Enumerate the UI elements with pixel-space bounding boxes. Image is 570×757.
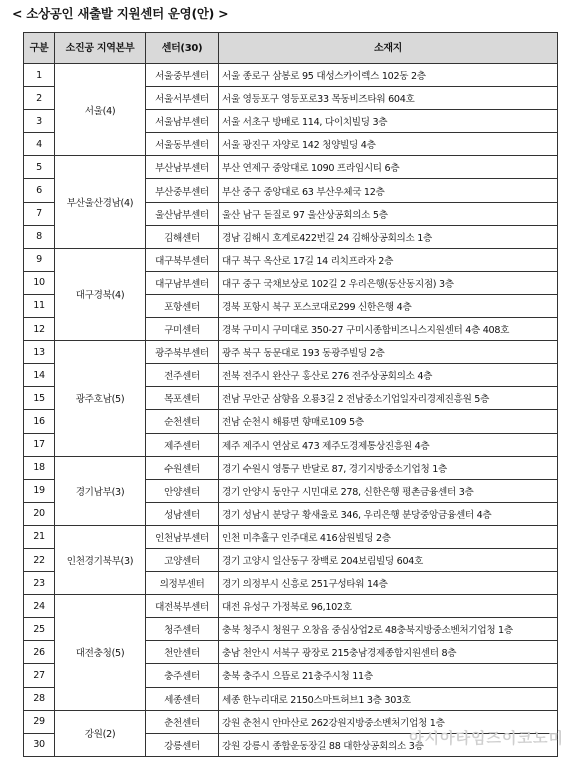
center-address: 서울 광진구 자양로 142 청양빌딩 4층 xyxy=(219,133,558,156)
center-name: 충주센터 xyxy=(146,664,219,687)
row-number: 7 xyxy=(24,202,55,225)
row-number: 26 xyxy=(24,641,55,664)
region-name: 강원(2) xyxy=(55,710,146,756)
center-name: 고양센터 xyxy=(146,548,219,571)
table-row xyxy=(24,64,558,87)
center-address: 대구 중구 국채보상로 102길 2 우리은행(동산동지점) 3층 xyxy=(219,271,558,294)
center-address: 경기 의정부시 신흥로 251구성타워 14층 xyxy=(219,572,558,595)
center-name: 제주센터 xyxy=(146,433,219,456)
center-name: 서울동부센터 xyxy=(146,133,219,156)
center-name: 대전북부센터 xyxy=(146,595,219,618)
center-name: 부산중부센터 xyxy=(146,179,219,202)
row-number: 18 xyxy=(24,456,55,479)
center-name: 서울중부센터 xyxy=(146,64,219,87)
row-number: 15 xyxy=(24,387,55,410)
row-number: 28 xyxy=(24,687,55,710)
center-address: 충남 천안시 서북구 광장로 215충남경제종합지원센터 8층 xyxy=(219,641,558,664)
center-address: 경북 포항시 북구 포스코대로299 신한은행 4층 xyxy=(219,294,558,317)
table-row xyxy=(24,595,558,618)
table-body xyxy=(24,64,558,757)
center-address: 경북 구미시 구미대로 350-27 구미시종합비즈니스지원센터 4층 408호 xyxy=(219,318,558,341)
center-address: 충북 충주시 으뜸로 21충주시청 11층 xyxy=(219,664,558,687)
table-row xyxy=(24,341,558,364)
page-title: < 소상공인 새출발 지원센터 운영(안) > xyxy=(12,6,229,21)
center-name: 대구북부센터 xyxy=(146,248,219,271)
table-header-row xyxy=(24,33,558,64)
center-name: 인천남부센터 xyxy=(146,525,219,548)
row-number: 24 xyxy=(24,595,55,618)
center-address: 서울 서초구 방배로 114, 다이치빌딩 3층 xyxy=(219,110,558,133)
center-address: 경기 수원시 영통구 반달로 87, 경기지방중소기업청 1층 xyxy=(219,456,558,479)
row-number: 21 xyxy=(24,525,55,548)
row-number: 5 xyxy=(24,156,55,179)
row-number: 20 xyxy=(24,502,55,525)
row-number: 14 xyxy=(24,364,55,387)
center-name: 구미센터 xyxy=(146,318,219,341)
center-name: 김해센터 xyxy=(146,225,219,248)
table-row xyxy=(24,156,558,179)
center-address: 전남 무안군 삼향읍 오룡3길 2 전남중소기업일자리경제진흥원 5층 xyxy=(219,387,558,410)
header-no: 구분 xyxy=(24,33,55,64)
center-name: 대구남부센터 xyxy=(146,271,219,294)
region-name: 부산울산경남(4) xyxy=(55,156,146,248)
center-name: 서울서부센터 xyxy=(146,87,219,110)
row-number: 10 xyxy=(24,271,55,294)
row-number: 4 xyxy=(24,133,55,156)
region-name: 인천경기북부(3) xyxy=(55,525,146,594)
table-row xyxy=(24,456,558,479)
center-name: 의정부센터 xyxy=(146,572,219,595)
center-address: 경기 고양시 일산동구 장백로 204보림빌딩 604호 xyxy=(219,548,558,571)
center-address: 강원 춘천시 안마산로 262강원지방중소벤처기업청 1층 xyxy=(219,710,558,733)
center-address: 제주 제주시 연삼로 473 제주도경제통상진흥원 4층 xyxy=(219,433,558,456)
row-number: 11 xyxy=(24,294,55,317)
region-name: 서울(4) xyxy=(55,64,146,156)
center-name: 전주센터 xyxy=(146,364,219,387)
row-number: 19 xyxy=(24,479,55,502)
center-name: 광주북부센터 xyxy=(146,341,219,364)
center-address: 서울 영등포구 영등포로33 목동비즈타워 604호 xyxy=(219,87,558,110)
center-name: 안양센터 xyxy=(146,479,219,502)
center-name: 성남센터 xyxy=(146,502,219,525)
center-address: 대전 유성구 가정북로 96,102호 xyxy=(219,595,558,618)
center-name: 청주센터 xyxy=(146,618,219,641)
row-number: 9 xyxy=(24,248,55,271)
row-number: 2 xyxy=(24,87,55,110)
center-address: 울산 남구 돋질로 97 울산상공회의소 5층 xyxy=(219,202,558,225)
center-name: 천안센터 xyxy=(146,641,219,664)
row-number: 23 xyxy=(24,572,55,595)
region-name: 경기남부(3) xyxy=(55,456,146,525)
row-number: 3 xyxy=(24,110,55,133)
center-address: 대구 북구 옥산로 17길 14 리치프라자 2층 xyxy=(219,248,558,271)
center-address: 부산 중구 중앙대로 63 부산우체국 12층 xyxy=(219,179,558,202)
center-name: 강릉센터 xyxy=(146,733,219,756)
center-address: 전남 순천시 해룡면 향매로109 5층 xyxy=(219,410,558,433)
row-number: 8 xyxy=(24,225,55,248)
center-address: 충북 청주시 청원구 오창읍 중심상업2로 48충북지방중소벤처기업청 1층 xyxy=(219,618,558,641)
center-name: 서울남부센터 xyxy=(146,110,219,133)
row-number: 25 xyxy=(24,618,55,641)
center-name: 춘천센터 xyxy=(146,710,219,733)
center-address: 전북 전주시 완산구 홍산로 276 전주상공회의소 4층 xyxy=(219,364,558,387)
center-address: 경남 김해시 호계로422번길 24 김해상공회의소 1층 xyxy=(219,225,558,248)
center-name: 목포센터 xyxy=(146,387,219,410)
center-name: 울산남부센터 xyxy=(146,202,219,225)
row-number: 29 xyxy=(24,710,55,733)
row-number: 30 xyxy=(24,733,55,756)
support-center-table xyxy=(23,32,558,757)
center-address: 광주 북구 동문대로 193 동광주빌딩 2층 xyxy=(219,341,558,364)
center-address: 서울 종로구 삼봉로 95 대성스카이렉스 102동 2층 xyxy=(219,64,558,87)
center-address: 부산 연제구 중앙대로 1090 프라임시티 6층 xyxy=(219,156,558,179)
region-name: 대구경북(4) xyxy=(55,248,146,340)
center-name: 부산남부센터 xyxy=(146,156,219,179)
row-number: 1 xyxy=(24,64,55,87)
center-address: 경기 안양시 동안구 시민대로 278, 신한은행 평촌금융센터 3층 xyxy=(219,479,558,502)
center-address: 경기 성남시 분당구 황새울로 346, 우리은행 분당중앙금융센터 4층 xyxy=(219,502,558,525)
row-number: 6 xyxy=(24,179,55,202)
row-number: 16 xyxy=(24,410,55,433)
header-center: 센터(30) xyxy=(146,33,219,64)
row-number: 22 xyxy=(24,548,55,571)
row-number: 13 xyxy=(24,341,55,364)
center-name: 세종센터 xyxy=(146,687,219,710)
center-address: 강원 강릉시 종합운동장길 88 대한상공회의소 3층 xyxy=(219,733,558,756)
watermark: 아시아타임즈이코노미 xyxy=(409,729,564,747)
header-address: 소재지 xyxy=(219,33,558,64)
center-name: 순천센터 xyxy=(146,410,219,433)
region-name: 광주호남(5) xyxy=(55,341,146,456)
table-row xyxy=(24,525,558,548)
center-address: 인천 미추홀구 인주대로 416삼원빌딩 2층 xyxy=(219,525,558,548)
row-number: 27 xyxy=(24,664,55,687)
center-address: 세종 한누리대로 2150스마트허브1 3층 303호 xyxy=(219,687,558,710)
region-name: 대전충청(5) xyxy=(55,595,146,710)
center-name: 수원센터 xyxy=(146,456,219,479)
table-row xyxy=(24,248,558,271)
row-number: 12 xyxy=(24,318,55,341)
row-number: 17 xyxy=(24,433,55,456)
center-name: 포항센터 xyxy=(146,294,219,317)
header-region: 소진공 지역본부 xyxy=(55,33,146,64)
